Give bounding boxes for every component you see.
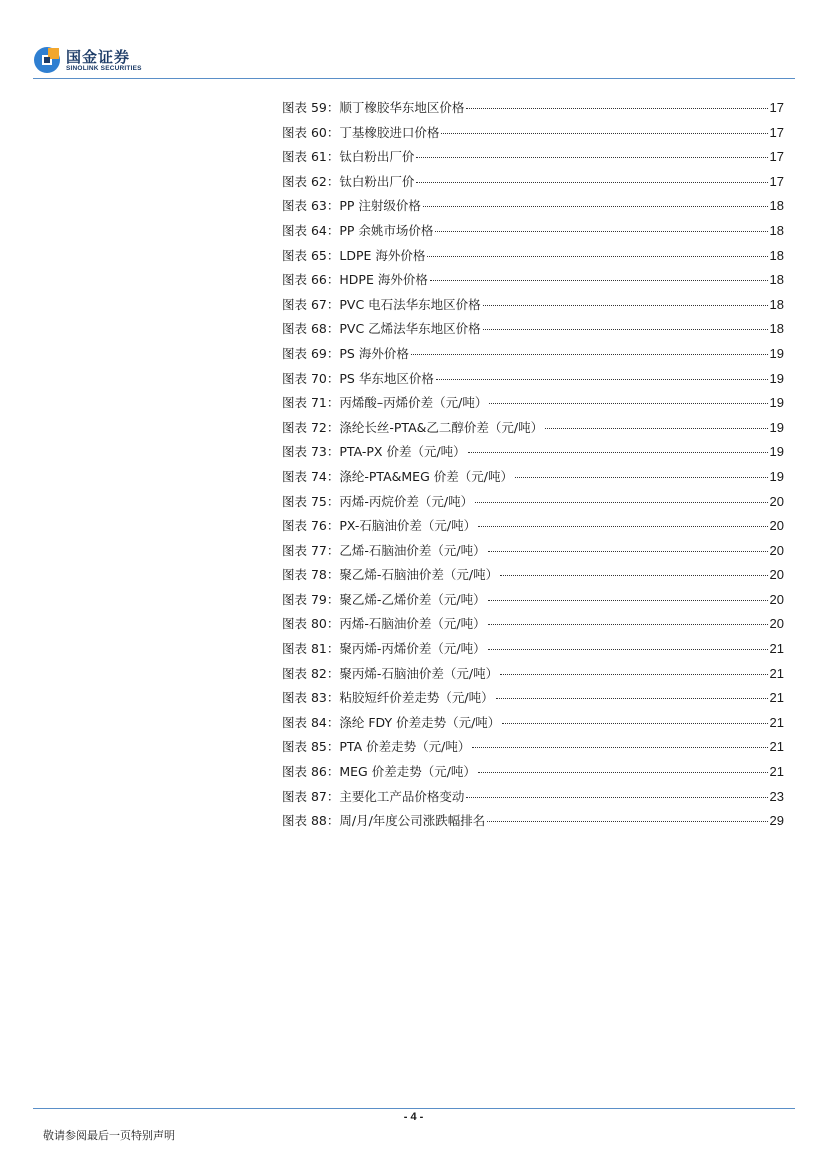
- toc-entry-page: 19: [769, 345, 784, 361]
- toc-dot-leader: [483, 329, 768, 330]
- toc-entry[interactable]: [282, 688, 784, 713]
- toc-entry[interactable]: [282, 270, 784, 295]
- toc-entry-page: 20: [769, 616, 784, 632]
- toc-entry[interactable]: [282, 123, 784, 148]
- toc-entry[interactable]: [282, 221, 784, 246]
- toc-entry[interactable]: [282, 787, 784, 812]
- toc-entry-page: 18: [769, 272, 784, 288]
- toc-entry[interactable]: [282, 147, 784, 172]
- toc-entry-label: 图表 78：聚乙烯-石脑油价差（元/吨）: [282, 567, 499, 583]
- toc-entry-page: 17: [769, 100, 784, 115]
- toc-entry[interactable]: [282, 344, 784, 369]
- toc-dot-leader: [496, 698, 768, 699]
- toc-dot-leader: [472, 747, 767, 748]
- toc-entry-label: 图表 64：PP 余姚市场价格: [282, 222, 434, 238]
- toc-entry-page: 18: [769, 198, 784, 214]
- toc-dot-leader: [411, 354, 768, 355]
- toc-dot-leader: [427, 256, 767, 257]
- toc-entry-page: 21: [769, 764, 784, 780]
- toc-entry-label: 图表 80：丙烯-石脑油价差（元/吨）: [282, 616, 486, 632]
- toc-entry-label: 图表 67：PVC 电石法华东地区价格: [282, 296, 481, 312]
- toc-dot-leader: [435, 231, 767, 232]
- toc-entry-page: 17: [769, 124, 784, 140]
- toc-entry-label: 图表 85：PTA 价差走势（元/吨）: [282, 739, 471, 755]
- footer-divider: [33, 1108, 795, 1109]
- toc-entry-label: 图表 81：聚丙烯-丙烯价差（元/吨）: [282, 641, 486, 657]
- toc-entry-page: 19: [769, 419, 784, 435]
- toc-entry-page: 21: [769, 739, 784, 755]
- toc-entry-page: 19: [769, 468, 784, 484]
- toc-entry-label: 图表 76：PX-石脑油价差（元/吨）: [282, 518, 477, 534]
- disclaimer-text: 敬请参阅最后一页特别声明: [43, 1129, 175, 1142]
- toc-dot-leader: [487, 821, 767, 822]
- header-divider: [33, 78, 795, 79]
- toc-dot-leader: [436, 379, 768, 380]
- toc-entry[interactable]: [282, 98, 784, 123]
- toc-entry[interactable]: [282, 737, 784, 762]
- toc-entry-label: 图表 70：PS 华东地区价格: [282, 370, 434, 386]
- toc-dot-leader: [466, 108, 767, 109]
- toc-entry[interactable]: [282, 811, 784, 836]
- toc-dot-leader: [488, 551, 768, 552]
- toc-dot-leader: [475, 502, 767, 503]
- toc-entry[interactable]: [282, 590, 784, 615]
- toc-entry-label: 图表 63：PP 注射级价格: [282, 198, 421, 214]
- toc-entry-page: 23: [769, 788, 784, 804]
- toc-entry-label: 图表 72：涤纶长丝-PTA&乙二醇价差（元/吨）: [282, 419, 544, 435]
- toc-entry-page: 20: [769, 493, 784, 509]
- toc-dot-leader: [466, 797, 767, 798]
- toc-entry-label: 图表 73：PTA-PX 价差（元/吨）: [282, 444, 466, 460]
- toc-entry-label: 图表 84：涤纶 FDY 价差走势（元/吨）: [282, 714, 501, 730]
- toc-dot-leader: [489, 403, 767, 404]
- toc-entry-label: 图表 65：LDPE 海外价格: [282, 247, 426, 263]
- toc-dot-leader: [502, 723, 767, 724]
- toc-dot-leader: [515, 477, 768, 478]
- toc-entry-page: 20: [769, 591, 784, 607]
- toc-entry-page: 21: [769, 665, 784, 681]
- toc-entry-label: 图表 75：丙烯-丙烷价差（元/吨）: [282, 493, 474, 509]
- toc-entry-label: 图表 86：MEG 价差走势（元/吨）: [282, 764, 476, 780]
- sinolink-logo-icon: [33, 46, 61, 74]
- brand-name-cn: 国金证券: [66, 48, 131, 66]
- toc-entry[interactable]: [282, 492, 784, 517]
- toc-entry-label: 图表 66：HDPE 海外价格: [282, 272, 428, 288]
- toc-dot-leader: [545, 428, 767, 429]
- toc-entry-page: 17: [769, 173, 784, 189]
- toc-entry-label: 图表 71：丙烯酸–丙烯价差（元/吨）: [282, 395, 488, 411]
- toc-entry-label: 图表 77：乙烯-石脑油价差（元/吨）: [282, 542, 486, 558]
- toc-entry-label: 图表 61：钛白粉出厂价: [282, 149, 415, 165]
- toc-entry-label: 图表 62：钛白粉出厂价: [282, 173, 415, 189]
- toc-entry-page: 18: [769, 321, 784, 337]
- toc-entry-page: 21: [769, 690, 784, 706]
- toc-entry[interactable]: [282, 393, 784, 418]
- toc-entry-page: 19: [769, 370, 784, 386]
- toc-dot-leader: [478, 526, 767, 527]
- toc-dot-leader: [468, 452, 768, 453]
- toc-entry-page: 21: [769, 714, 784, 730]
- toc-entry-label: 图表 82：聚丙烯-石脑油价差（元/吨）: [282, 665, 499, 681]
- toc-entry-label: 图表 83：粘胶短纤价差走势（元/吨）: [282, 690, 494, 706]
- toc-entry-page: 17: [769, 149, 784, 165]
- brand-name-en: SINOLINK SECURITIES: [66, 65, 142, 72]
- toc-dot-leader: [416, 157, 767, 158]
- toc-entry-label: 图表 74：涤纶-PTA&MEG 价差（元/吨）: [282, 468, 513, 484]
- toc-entry-page: 21: [769, 641, 784, 657]
- toc-dot-leader: [488, 600, 768, 601]
- toc-dot-leader: [478, 772, 768, 773]
- toc-entry-page: 29: [769, 813, 784, 829]
- toc-entry[interactable]: [282, 369, 784, 394]
- toc-entry[interactable]: [282, 614, 784, 639]
- toc-dot-leader: [488, 624, 768, 625]
- toc-entry-page: 20: [769, 567, 784, 583]
- toc-entry-page: 20: [769, 518, 784, 534]
- toc-dot-leader: [500, 674, 767, 675]
- toc-entry-label: 图表 87：主要化工产品价格变动: [282, 788, 465, 804]
- figure-index-list: [282, 98, 784, 836]
- toc-entry[interactable]: [282, 418, 784, 443]
- toc-entry-label: 图表 60：丁基橡胶进口价格: [282, 124, 440, 140]
- toc-dot-leader: [441, 133, 767, 134]
- toc-entry-page: 18: [769, 247, 784, 263]
- toc-entry[interactable]: [282, 442, 784, 467]
- toc-dot-leader: [430, 280, 768, 281]
- toc-dot-leader: [483, 305, 768, 306]
- toc-entry[interactable]: [282, 713, 784, 738]
- toc-entry[interactable]: [282, 196, 784, 221]
- toc-dot-leader: [488, 649, 768, 650]
- toc-entry-label: 图表 69：PS 海外价格: [282, 345, 409, 361]
- toc-entry[interactable]: [282, 664, 784, 689]
- toc-dot-leader: [416, 182, 767, 183]
- toc-entry-page: 20: [769, 542, 784, 558]
- toc-dot-leader: [500, 575, 767, 576]
- toc-entry[interactable]: [282, 172, 784, 197]
- toc-entry[interactable]: [282, 246, 784, 271]
- toc-entry-page: 19: [769, 444, 784, 460]
- toc-entry[interactable]: [282, 295, 784, 320]
- toc-entry-page: 18: [769, 222, 784, 238]
- toc-entry[interactable]: [282, 516, 784, 541]
- toc-entry[interactable]: [282, 565, 784, 590]
- page-number: - 4 -: [403, 1111, 424, 1123]
- toc-entry-page: 19: [769, 395, 784, 411]
- toc-entry-label: 图表 59：顺丁橡胶华东地区价格: [282, 100, 465, 115]
- toc-entry[interactable]: [282, 467, 784, 492]
- toc-entry-page: 18: [769, 296, 784, 312]
- toc-entry[interactable]: [282, 319, 784, 344]
- toc-entry[interactable]: [282, 762, 784, 787]
- toc-entry-label: 图表 68：PVC 乙烯法华东地区价格: [282, 321, 481, 337]
- toc-dot-leader: [423, 206, 768, 207]
- toc-entry[interactable]: [282, 639, 784, 664]
- toc-entry-label: 图表 88：周/月/年度公司涨跌幅排名: [282, 813, 486, 829]
- page-header: [0, 0, 827, 80]
- toc-entry[interactable]: [282, 541, 784, 566]
- toc-entry-label: 图表 79：聚乙烯-乙烯价差（元/吨）: [282, 591, 486, 607]
